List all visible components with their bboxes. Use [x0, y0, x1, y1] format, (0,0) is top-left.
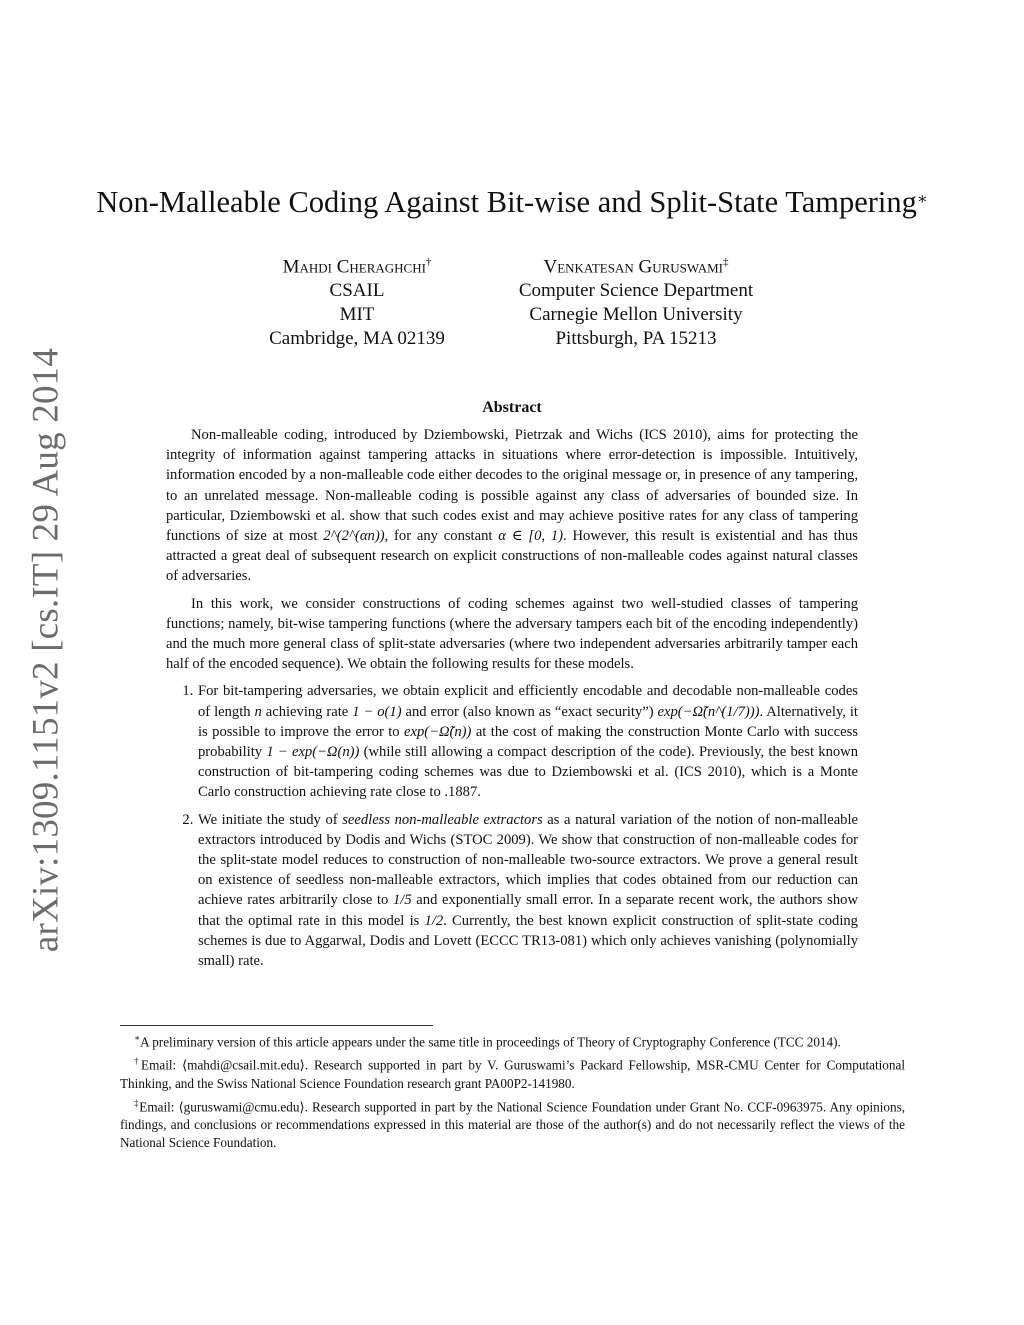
footnote: ∗A preliminary version of this article appears under the same title in proceedings of Theory of Cryptography Conference (TCC 2014).: [134, 1033, 841, 1050]
footnote-divider: [120, 1025, 433, 1026]
abstract-body: [166, 425, 858, 978]
author-name: Mahdi Cheraghchi†: [282, 256, 432, 278]
author-block-1: [244, 250, 470, 351]
author-block-2: [498, 250, 774, 351]
author-name: Venkatesan Guruswami‡: [543, 256, 729, 278]
math-expression: α ∈ [0, 1): [498, 528, 564, 545]
author-affiliation-line: Computer Science Department: [518, 280, 754, 302]
footnote: ‡Email: ⟨guruswami@cmu.edu⟩. Research supported in part by the National Science Foundation under Grant No. CCF-0963975. Any opinions, findings, and conclusions or recommendations expressed in this material are those of the author(s) and do not necessarily reflect the views of the National Science Foundation.: [120, 1097, 906, 1151]
title-footnote-mark: ∗: [916, 191, 928, 208]
list-item: 1. For bit-tampering adversaries, we obtain explicit and efficiently encodable and decodable non-malleable codes of length n achieving rate 1 − o(1) and error (also known as “exact security”) exp(−Ω̃(n^(1/7))). Alternatively, it is possible to improve the error to exp(−Ω̃(n)) at the cost of making the construction Monte Carlo with success probability 1 − exp(−Ω(n)) (while still allowing a compact description of the code). Previously, the best known construction of bit-tampering coding schemes was due to Dziembowski et al. (ICS 2010), which is a Monte Carlo construction achieving rate close to .1887.: [197, 681, 858, 802]
emphasis: seedless non-malleable extractors: [342, 811, 543, 828]
author-affiliation-line: Cambridge, MA 02139: [269, 328, 445, 350]
paper-title: [0, 182, 1024, 222]
author-affiliation-line: MIT: [339, 304, 375, 326]
results-list: [166, 681, 858, 971]
abstract-paragraph: In this work, we consider constructions of coding schemes against two well-studied classes of tampering functions; namely, bit-wise tampering functions (where the adversary tampers each bit of the encoding independently) and the much more general class of split-state adversaries (where two independent adversaries arbitrarily tamper each half of the encoded sequence). We obtain the following results for these models.: [166, 595, 858, 673]
title-text: Non-Malleable Coding Against Bit-wise and Split-State Tampering: [96, 185, 917, 219]
author-affiliation-line: Carnegie Mellon University: [529, 304, 743, 326]
abstract-paragraph: Non-malleable coding, introduced by Dziembowski, Pietrzak and Wichs (ICS 2010), aims for protecting the integrity of information against tampering attacks in situations where error-detection is impossible. Intuitively, information encoded by a non-malleable code either decodes to the original message or, in presence of any tampering, to an unrelated message. Non-malleable coding is possible against any class of adversaries of bounded size. In particular, Dziembowski et al. show that such codes exist and may achieve positive rates for any class of tampering functions of size at most 2^(2^(αn)), for any constant α ∈ [0, 1). However, this result is existential and has thus attracted a great deal of subsequent research on explicit constructions of non-malleable codes against natural classes of adversaries.: [166, 427, 858, 585]
list-item: 2. We initiate the study of seedless non-malleable extractors as a natural variation of the notion of non-malleable extractors introduced by Dodis and Wichs (STOC 2009). We show that construction of non-malleable codes for the split-state model reduces to construction of non-malleable two-source extractors. We prove a general result on existence of seedless non-malleable extractors, which implies that codes obtained from our reduction can achieve rates arbitrarily close to 1/5 and exponentially small error. In a separate recent work, the authors show that the optimal rate in this model is 1/2. Currently, the best known explicit construction of split-state coding schemes is due to Aggarwal, Dodis and Lovett (ECCC TR13-081) which only achieves vanishing (polynomially small) rate.: [197, 810, 858, 972]
math-expression: 2^(2^(αn)): [323, 528, 385, 545]
footnote: †Email: ⟨mahdi@csail.mit.edu⟩. Research supported in part by V. Guruswami’s Packard Fellowship, MSR-CMU Center for Computational Thinking, and the Swiss National Science Foundation research grant PA00P2-141980.: [120, 1056, 906, 1091]
arxiv-identifier: arXiv:1309.1151v2 [cs.IT] 29 Aug 2014: [25, 347, 67, 953]
author-affiliation-line: Pittsburgh, PA 15213: [555, 328, 717, 350]
footnotes: [120, 1029, 905, 1153]
abstract-heading: Abstract: [482, 399, 542, 416]
author-affiliation-line: CSAIL: [329, 280, 385, 302]
